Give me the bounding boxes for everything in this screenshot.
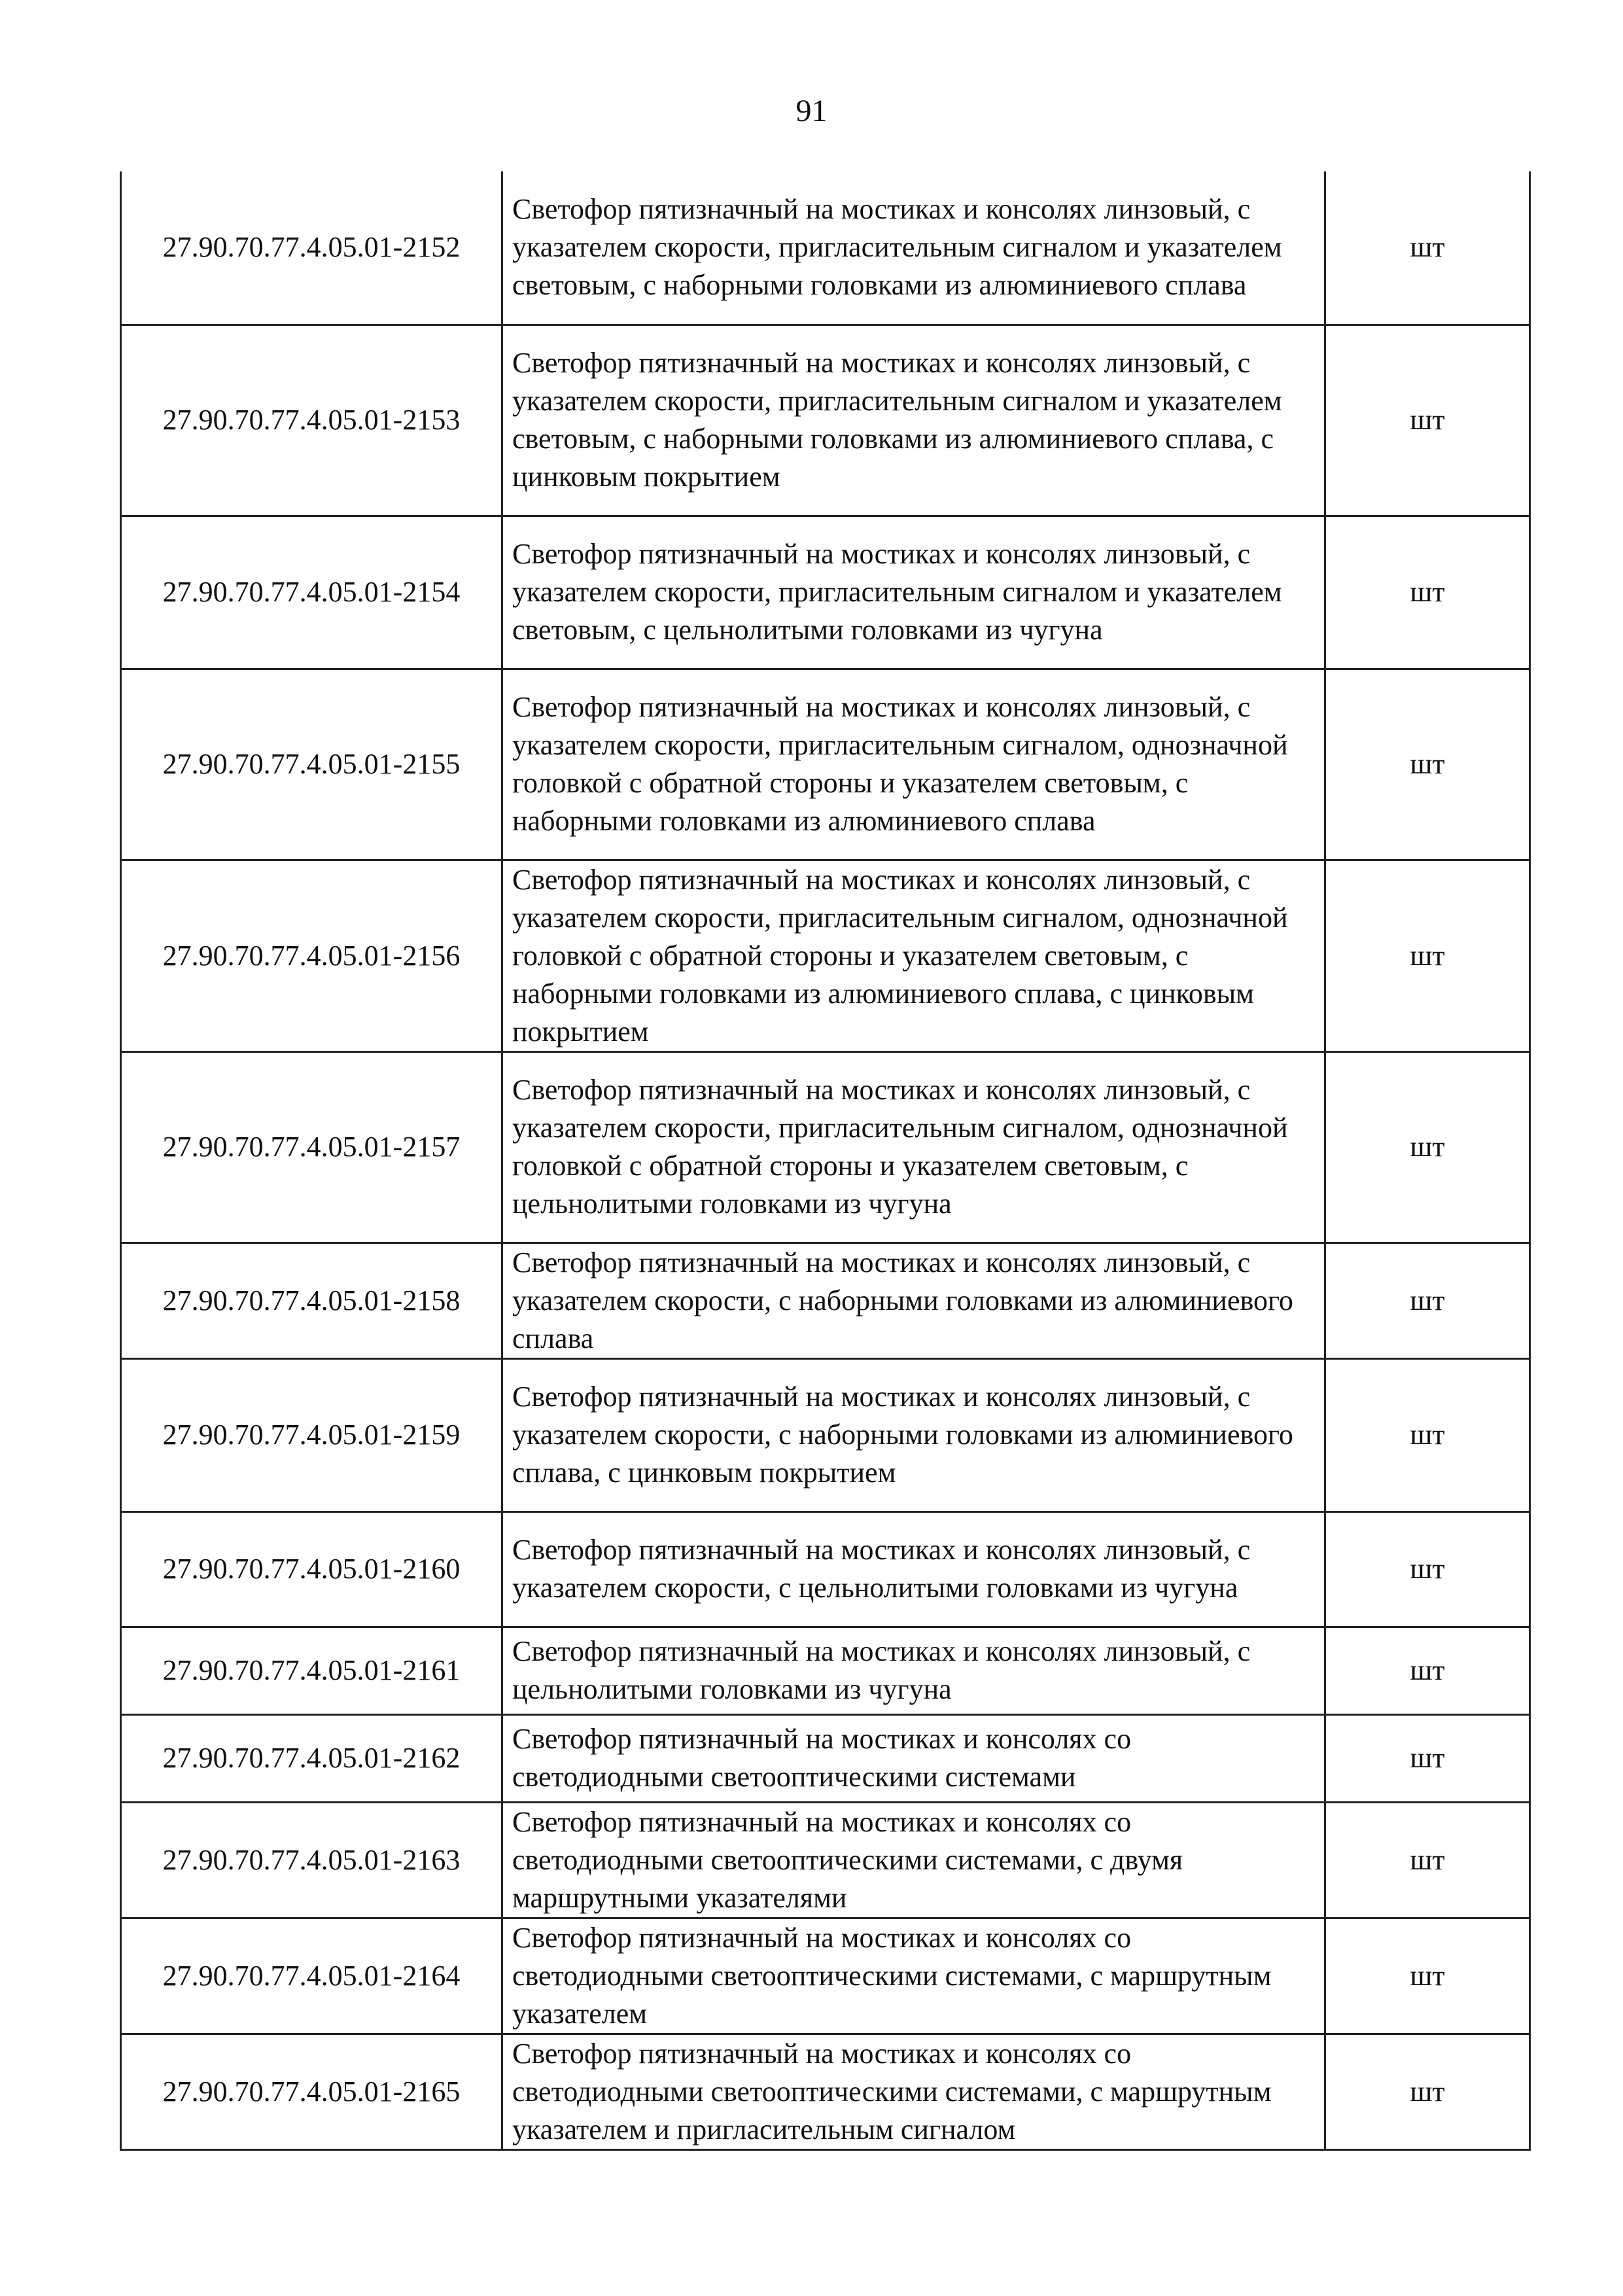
unit-cell: шт bbox=[1325, 1714, 1530, 1802]
resource-name-cell: Светофор пятизначный на мостиках и консолях линзовый, с указателем скорости, пригласительным сигналом и указателем световым, с наборными головками из алюминиевого сплава bbox=[502, 171, 1325, 325]
resource-code-cell: 27.90.70.77.4.05.01-2164 bbox=[121, 1918, 502, 2034]
resource-name-cell: Светофор пятизначный на мостиках и консолях со светодиодными светооптическими системами bbox=[502, 1714, 1325, 1802]
resource-code-cell: 27.90.70.77.4.05.01-2154 bbox=[121, 516, 502, 669]
unit-cell: шт bbox=[1325, 2034, 1530, 2149]
resource-name-cell: Светофор пятизначный на мостиках и консолях линзовый, с указателем скорости, пригласительным сигналом и указателем световым, с наборными головками из алюминиевого сплава, с цинковым покрытием bbox=[502, 325, 1325, 516]
resource-name-cell: Светофор пятизначный на мостиках и консолях линзовый, с указателем скорости, пригласительным сигналом, однозначной головкой с обратной стороны и указателем световым, с наборными головками из алюминиевого сплава, с цинковым покрытием bbox=[502, 860, 1325, 1051]
unit-cell: шт bbox=[1325, 1243, 1530, 1358]
unit-cell: шт bbox=[1325, 1627, 1530, 1714]
unit-cell: шт bbox=[1325, 860, 1530, 1051]
table-row bbox=[121, 1627, 1530, 1714]
resource-code-cell: 27.90.70.77.4.05.01-2159 bbox=[121, 1358, 502, 1511]
table-row bbox=[121, 860, 1530, 1051]
table-row bbox=[121, 669, 1530, 860]
resource-code-cell: 27.90.70.77.4.05.01-2161 bbox=[121, 1627, 502, 1714]
unit-cell: шт bbox=[1325, 516, 1530, 669]
unit-cell: шт bbox=[1325, 325, 1530, 516]
table-row bbox=[121, 1714, 1530, 1802]
resource-name-cell: Светофор пятизначный на мостиках и консолях со светодиодными светооптическими системами, с маршрутным указателем и пригласительным сигналом bbox=[502, 2034, 1325, 2149]
resource-code-cell: 27.90.70.77.4.05.01-2153 bbox=[121, 325, 502, 516]
resource-name-cell: Светофор пятизначный на мостиках и консолях линзовый, с указателем скорости, с цельнолитыми головками из чугуна bbox=[502, 1511, 1325, 1627]
table-row bbox=[121, 171, 1530, 325]
table-row bbox=[121, 1918, 1530, 2034]
resource-code-cell: 27.90.70.77.4.05.01-2163 bbox=[121, 1802, 502, 1918]
resource-name-cell: Светофор пятизначный на мостиках и консолях со светодиодными светооптическими системами, с двумя маршрутными указателями bbox=[502, 1802, 1325, 1918]
table-row bbox=[121, 2034, 1530, 2149]
resource-name-cell: Светофор пятизначный на мостиках и консолях линзовый, с указателем скорости, с наборными головками из алюминиевого сплава bbox=[502, 1243, 1325, 1358]
resource-name-cell: Светофор пятизначный на мостиках и консолях линзовый, с указателем скорости, пригласительным сигналом, однозначной головкой с обратной стороны и указателем световым, с наборными головками из алюминиевого сплава bbox=[502, 669, 1325, 860]
page-number: 91 bbox=[795, 94, 828, 128]
resource-code-cell: 27.90.70.77.4.05.01-2152 bbox=[121, 171, 502, 325]
table-row bbox=[121, 516, 1530, 669]
resource-name-cell: Светофор пятизначный на мостиках и консолях линзовый, с цельнолитыми головками из чугуна bbox=[502, 1627, 1325, 1714]
table-row bbox=[121, 1243, 1530, 1358]
resource-code-cell: 27.90.70.77.4.05.01-2158 bbox=[121, 1243, 502, 1358]
table-row bbox=[121, 1051, 1530, 1243]
unit-cell: шт bbox=[1325, 1802, 1530, 1918]
resource-code-cell: 27.90.70.77.4.05.01-2155 bbox=[121, 669, 502, 860]
unit-cell: шт bbox=[1325, 1358, 1530, 1511]
unit-cell: шт bbox=[1325, 669, 1530, 860]
resource-code-cell: 27.90.70.77.4.05.01-2157 bbox=[121, 1051, 502, 1243]
table-row bbox=[121, 1358, 1530, 1511]
resource-codes-table bbox=[120, 171, 1531, 2151]
unit-cell: шт bbox=[1325, 1511, 1530, 1627]
resource-name-cell: Светофор пятизначный на мостиках и консолях линзовый, с указателем скорости, с наборными головками из алюминиевого сплава, с цинковым покрытием bbox=[502, 1358, 1325, 1511]
table-row bbox=[121, 1802, 1530, 1918]
resource-code-cell: 27.90.70.77.4.05.01-2156 bbox=[121, 860, 502, 1051]
resource-code-cell: 27.90.70.77.4.05.01-2162 bbox=[121, 1714, 502, 1802]
resource-name-cell: Светофор пятизначный на мостиках и консолях линзовый, с указателем скорости, пригласительным сигналом и указателем световым, с цельнолитыми головками из чугуна bbox=[502, 516, 1325, 669]
resource-name-cell: Светофор пятизначный на мостиках и консолях со светодиодными светооптическими системами, с маршрутным указателем bbox=[502, 1918, 1325, 2034]
table-row bbox=[121, 325, 1530, 516]
unit-cell: шт bbox=[1325, 1918, 1530, 2034]
resource-code-cell: 27.90.70.77.4.05.01-2160 bbox=[121, 1511, 502, 1627]
resource-code-cell: 27.90.70.77.4.05.01-2165 bbox=[121, 2034, 502, 2149]
unit-cell: шт bbox=[1325, 171, 1530, 325]
resource-name-cell: Светофор пятизначный на мостиках и консолях линзовый, с указателем скорости, пригласительным сигналом, однозначной головкой с обратной стороны и указателем световым, с цельнолитыми головками из чугуна bbox=[502, 1051, 1325, 1243]
unit-cell: шт bbox=[1325, 1051, 1530, 1243]
table-row bbox=[121, 1511, 1530, 1627]
